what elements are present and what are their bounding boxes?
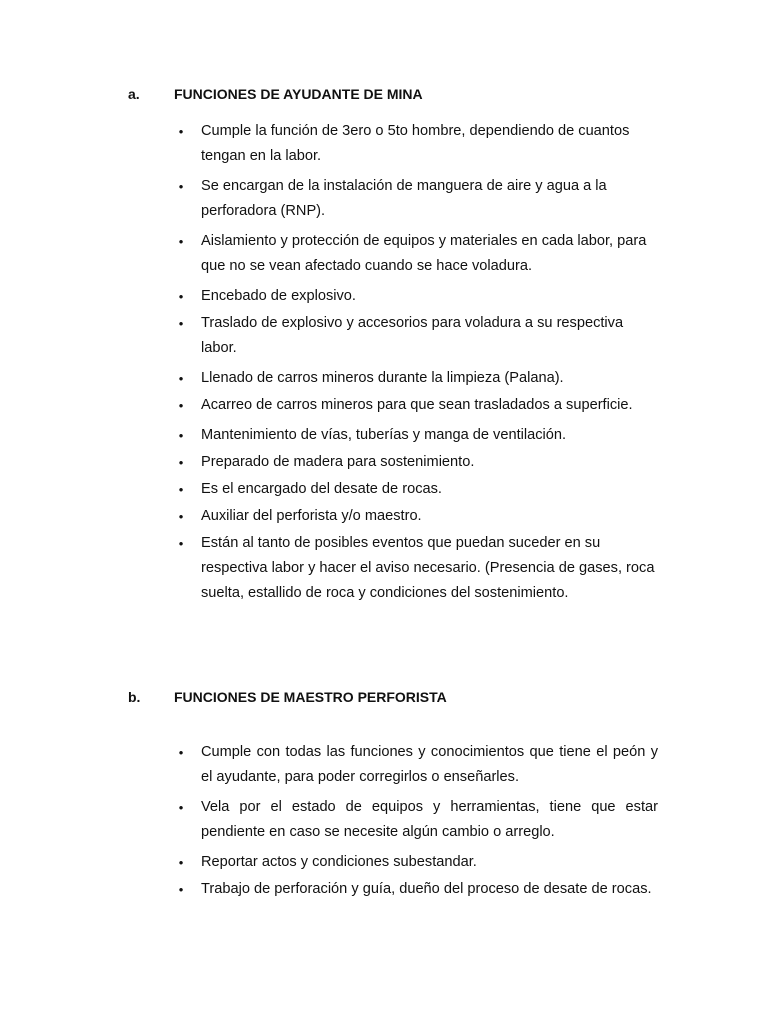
bullet-icon: • xyxy=(178,745,184,760)
list-item: • Vela por el estado de equipos y herramientas, tiene que estar pendiente en caso se necesite algún cambio o arreglo. xyxy=(0,795,658,845)
bullet-icon: • xyxy=(178,455,184,470)
list-item: • Reportar actos y condiciones subestandar. xyxy=(0,850,658,875)
bullet-icon: • xyxy=(178,800,184,815)
list-item: • Auxiliar del perforista y/o maestro. xyxy=(0,504,658,529)
list-item: • Aislamiento y protección de equipos y materiales en cada labor, para que no se vean afectado cuando se hace voladura. xyxy=(0,229,658,279)
bullet-icon: • xyxy=(178,536,184,551)
bullet-icon: • xyxy=(178,398,184,413)
bullet-icon: • xyxy=(178,509,184,524)
list-item: • Se encargan de la instalación de manguera de aire y agua a la perforadora (RNP). xyxy=(0,174,658,224)
bullet-icon: • xyxy=(178,179,184,194)
section-a-list xyxy=(0,119,768,611)
bullet-icon: • xyxy=(178,371,184,386)
bullet-icon: • xyxy=(178,882,184,897)
bullet-icon: • xyxy=(178,234,184,249)
list-item: • Cumple la función de 3ero o 5to hombre, dependiendo de cuantos tengan en la labor. xyxy=(0,119,658,169)
section-b-list xyxy=(0,740,768,907)
section-b-letter: b. xyxy=(128,689,141,705)
bullet-icon: • xyxy=(178,855,184,870)
bullet-icon: • xyxy=(178,289,184,304)
list-item: • Encebado de explosivo. xyxy=(0,284,658,309)
section-b-title: FUNCIONES DE MAESTRO PERFORISTA xyxy=(174,689,447,705)
list-item: • Están al tanto de posibles eventos que puedan suceder en su respectiva labor y hacer el aviso necesario. (Presencia de gases, roca suelta, estallido de roca y condiciones del sostenimiento. xyxy=(0,531,658,606)
bullet-icon: • xyxy=(178,428,184,443)
section-a-letter: a. xyxy=(128,86,140,102)
list-item: • Cumple con todas las funciones y conocimientos que tiene el peón y el ayudante, para poder corregirlos o enseñarles. xyxy=(0,740,658,790)
list-item: • Acarreo de carros mineros para que sean trasladados a superficie. xyxy=(0,393,658,418)
list-item: • Mantenimiento de vías, tuberías y manga de ventilación. xyxy=(0,423,658,448)
bullet-icon: • xyxy=(178,482,184,497)
section-a-title: FUNCIONES DE AYUDANTE DE MINA xyxy=(174,86,423,102)
bullet-icon: • xyxy=(178,124,184,139)
list-item: • Preparado de madera para sostenimiento. xyxy=(0,450,658,475)
list-item: • Llenado de carros mineros durante la limpieza (Palana). xyxy=(0,366,658,391)
list-item: • Trabajo de perforación y guía, dueño del proceso de desate de rocas. xyxy=(0,877,658,902)
list-item: • Traslado de explosivo y accesorios para voladura a su respectiva labor. xyxy=(0,311,658,361)
bullet-icon: • xyxy=(178,316,184,331)
list-item: • Es el encargado del desate de rocas. xyxy=(0,477,658,502)
